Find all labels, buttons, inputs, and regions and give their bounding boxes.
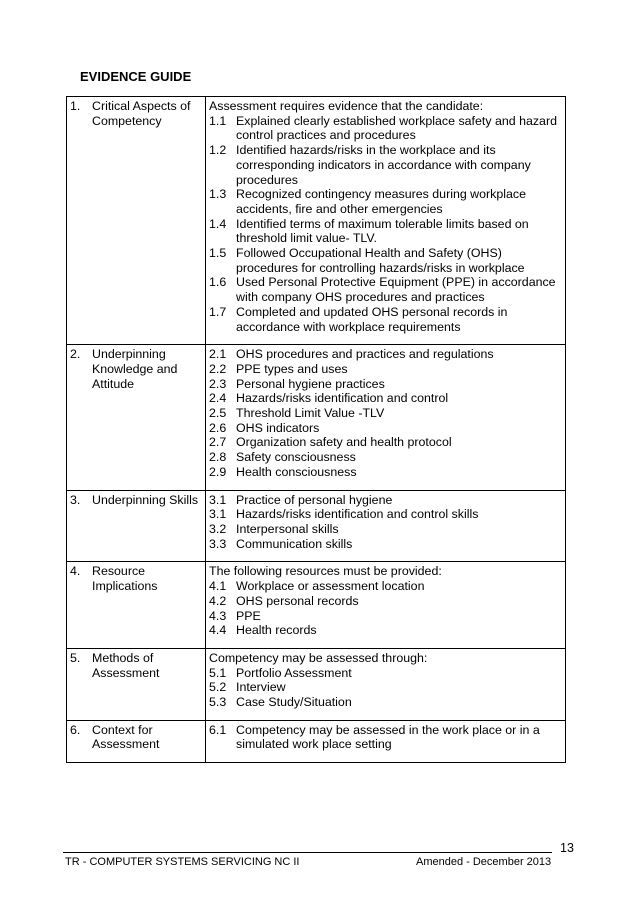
item-text: Competency may be assessed in the work place or in a simulated work place setting bbox=[236, 722, 540, 752]
aspect-heading bbox=[70, 347, 202, 391]
aspect-heading bbox=[70, 564, 202, 593]
evidence-cell bbox=[206, 562, 566, 649]
item-number: 1.7 bbox=[209, 304, 227, 319]
aspect-label: Methods of Assessment bbox=[92, 650, 160, 680]
item-text: Personal hygiene practices bbox=[236, 376, 385, 391]
item-number: 2.5 bbox=[209, 406, 227, 421]
table-row bbox=[67, 720, 566, 762]
item-number: 3.1 bbox=[209, 492, 227, 507]
list-item bbox=[209, 695, 562, 710]
item-text: Communication skills bbox=[236, 536, 353, 551]
list-item bbox=[209, 522, 562, 537]
footer-amendment-date: Amended - December 2013 bbox=[416, 856, 552, 868]
list-item bbox=[209, 377, 562, 392]
item-text: Safety consciousness bbox=[236, 450, 356, 465]
item-text: Organization safety and health protocol bbox=[236, 435, 452, 450]
item-number: 2.2 bbox=[209, 361, 227, 376]
table-row bbox=[67, 562, 566, 649]
item-text: Health consciousness bbox=[236, 464, 357, 479]
item-number: 4.1 bbox=[209, 579, 227, 594]
aspect-cell bbox=[67, 345, 206, 490]
item-number: 2.4 bbox=[209, 391, 227, 406]
item-text: Interview bbox=[236, 680, 286, 695]
evidence-intro: Assessment requires evidence that the candidate: bbox=[209, 99, 484, 113]
item-number: 1.2 bbox=[209, 143, 227, 158]
aspect-heading bbox=[70, 99, 202, 128]
item-text: Health records bbox=[236, 623, 317, 638]
item-text: Hazards/risks identification and control bbox=[236, 391, 449, 406]
list-item bbox=[209, 666, 562, 681]
item-number: 3.3 bbox=[209, 536, 227, 551]
aspect-number: 5. bbox=[70, 650, 81, 665]
aspect-number: 2. bbox=[70, 347, 81, 362]
item-text: Identified terms of maximum tolerable limits based on threshold limit value- TLV. bbox=[236, 216, 529, 246]
item-text: OHS procedures and practices and regulations bbox=[236, 347, 494, 362]
item-number: 6.1 bbox=[209, 722, 227, 737]
table-row bbox=[67, 345, 566, 490]
list-item bbox=[209, 537, 562, 552]
list-item bbox=[209, 114, 562, 143]
list-item bbox=[209, 187, 562, 216]
aspect-heading bbox=[70, 723, 202, 752]
page-number: 13 bbox=[560, 841, 574, 855]
aspect-label: Underpinning Knowledge and Attitude bbox=[92, 347, 178, 391]
list-item bbox=[209, 435, 562, 450]
list-item bbox=[209, 450, 562, 465]
list-item bbox=[209, 347, 562, 362]
item-text: Practice of personal hygiene bbox=[236, 492, 393, 507]
list-item bbox=[209, 143, 562, 187]
table-row bbox=[67, 648, 566, 720]
list-item bbox=[209, 391, 562, 406]
aspect-heading bbox=[70, 651, 202, 680]
item-text: Recognized contingency measures during workplace accidents, fire and other emergencies bbox=[236, 187, 526, 216]
aspect-cell bbox=[67, 720, 206, 762]
item-text: Hazards/risks identification and control skills bbox=[236, 507, 479, 522]
item-number: 4.3 bbox=[209, 608, 227, 623]
list-item bbox=[209, 594, 562, 609]
aspect-label: Context for Assessment bbox=[92, 722, 160, 752]
item-text: Completed and updated OHS personal records in accordance with workplace requirements bbox=[236, 304, 508, 334]
item-text: Explained clearly established workplace safety and hazard control practices and procedures bbox=[236, 113, 557, 143]
aspect-cell bbox=[67, 562, 206, 649]
item-number: 5.2 bbox=[209, 680, 227, 695]
footer-divider bbox=[63, 852, 552, 853]
evidence-intro: The following resources must be provided: bbox=[209, 564, 442, 579]
evidence-cell bbox=[206, 648, 566, 720]
item-number: 1.6 bbox=[209, 275, 227, 290]
item-text: PPE bbox=[236, 608, 261, 623]
aspect-label: Critical Aspects of Competency bbox=[92, 99, 191, 128]
item-text: OHS personal records bbox=[236, 593, 359, 608]
list-item bbox=[209, 507, 562, 522]
item-text: Used Personal Protective Equipment (PPE) in accordance with company OHS procedures and practices bbox=[236, 275, 556, 305]
item-text: Workplace or assessment location bbox=[236, 579, 425, 594]
item-text: Threshold Limit Value -TLV bbox=[236, 406, 385, 421]
item-number: 2.6 bbox=[209, 420, 227, 435]
list-item bbox=[209, 406, 562, 421]
list-item bbox=[209, 305, 562, 334]
aspect-cell bbox=[67, 648, 206, 720]
aspect-number: 6. bbox=[70, 722, 81, 737]
list-item bbox=[209, 275, 562, 304]
item-number: 2.7 bbox=[209, 435, 227, 450]
evidence-cell bbox=[206, 97, 566, 345]
aspect-heading bbox=[70, 493, 202, 508]
list-item bbox=[209, 362, 562, 377]
evidence-cell bbox=[206, 490, 566, 562]
aspect-cell bbox=[67, 490, 206, 562]
item-number: 1.4 bbox=[209, 216, 227, 231]
item-number: 2.8 bbox=[209, 450, 227, 465]
aspect-number: 4. bbox=[70, 564, 81, 579]
list-item bbox=[209, 246, 562, 275]
list-item bbox=[209, 723, 562, 752]
item-number: 1.3 bbox=[209, 187, 227, 202]
item-number: 3.1 bbox=[209, 507, 227, 522]
item-text: Case Study/Situation bbox=[236, 695, 352, 710]
table-row bbox=[67, 97, 566, 345]
item-text: OHS indicators bbox=[236, 420, 320, 435]
evidence-guide-table bbox=[66, 96, 566, 763]
page-title: EVIDENCE GUIDE bbox=[80, 69, 192, 84]
aspect-label: Resource Implications bbox=[92, 564, 158, 594]
item-text: Interpersonal skills bbox=[236, 521, 339, 536]
list-item bbox=[209, 609, 562, 624]
evidence-cell bbox=[206, 345, 566, 490]
list-item bbox=[209, 493, 562, 508]
aspect-number: 1. bbox=[70, 99, 81, 113]
aspect-cell bbox=[67, 97, 206, 345]
list-item bbox=[209, 217, 562, 246]
list-item bbox=[209, 465, 562, 480]
item-number: 2.9 bbox=[209, 464, 227, 479]
item-text: Followed Occupational Health and Safety (OHS) procedures for controlling hazards/risks in workplace bbox=[236, 246, 525, 275]
item-number: 1.1 bbox=[209, 113, 227, 128]
item-text: Portfolio Assessment bbox=[236, 665, 352, 680]
item-number: 4.2 bbox=[209, 593, 227, 608]
evidence-intro: Competency may be assessed through: bbox=[209, 650, 428, 665]
item-text: Identified hazards/risks in the workplace and its corresponding indicators in accordance with company procedures bbox=[236, 143, 531, 187]
list-item bbox=[209, 579, 562, 594]
item-number: 2.3 bbox=[209, 376, 227, 391]
item-number: 5.3 bbox=[209, 695, 227, 710]
aspect-label: Underpinning Skills bbox=[92, 492, 199, 507]
item-number: 2.1 bbox=[209, 347, 227, 362]
list-item bbox=[209, 421, 562, 436]
list-item bbox=[209, 623, 562, 638]
item-text: PPE types and uses bbox=[236, 361, 348, 376]
item-number: 1.5 bbox=[209, 246, 227, 261]
item-number: 5.1 bbox=[209, 665, 227, 680]
item-number: 4.4 bbox=[209, 623, 227, 638]
table-row bbox=[67, 490, 566, 562]
footer-document-title: TR - COMPUTER SYSTEMS SERVICING NC II bbox=[65, 856, 300, 868]
list-item bbox=[209, 680, 562, 695]
aspect-number: 3. bbox=[70, 492, 81, 507]
item-number: 3.2 bbox=[209, 521, 227, 536]
evidence-cell bbox=[206, 720, 566, 762]
